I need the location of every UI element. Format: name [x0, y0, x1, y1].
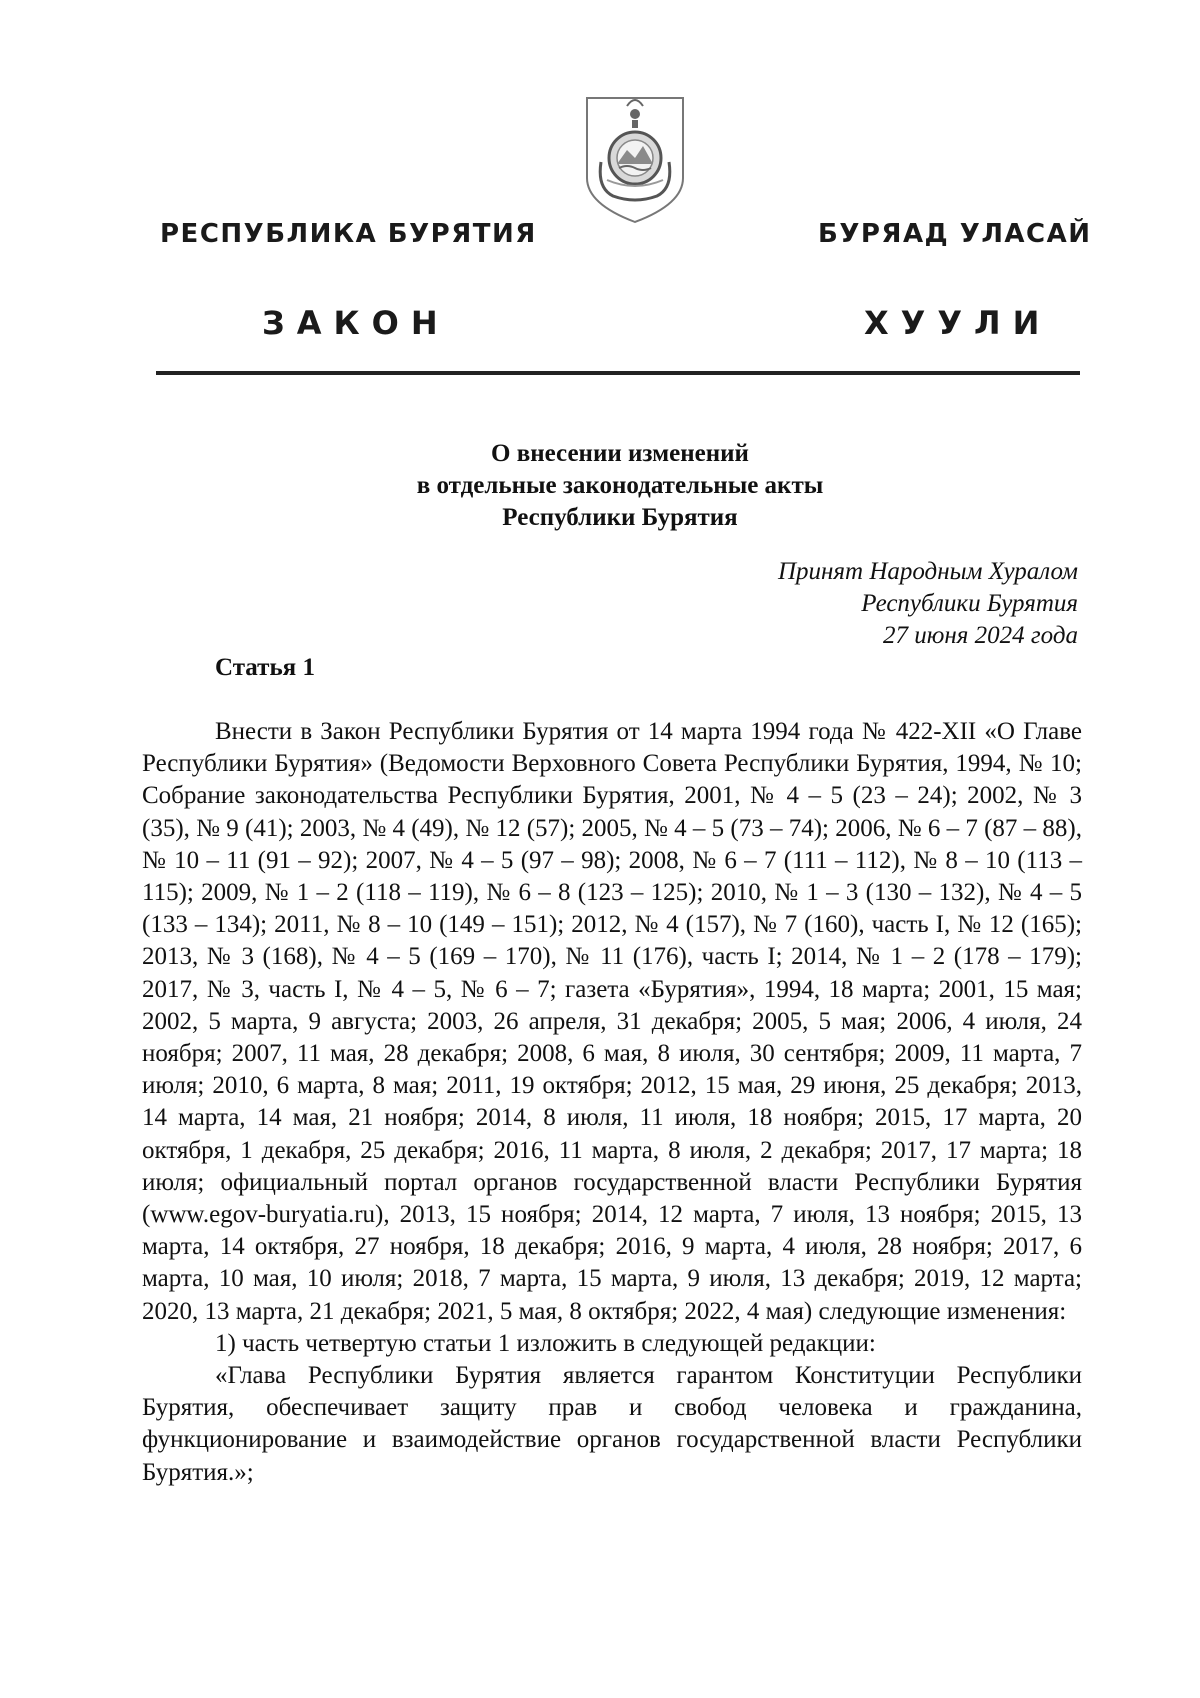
- republic-name-buryat: БУРЯАД УЛАСАЙ: [818, 219, 1092, 249]
- article-heading: Статья 1: [215, 654, 315, 681]
- adoption-date: 27 июня 2024 года: [883, 622, 1078, 649]
- document-title: [160, 438, 1080, 534]
- header-divider: [156, 371, 1080, 375]
- coat-of-arms-icon: [583, 92, 687, 228]
- adoption-line: Принят Народным Хуралом: [777, 558, 1078, 585]
- body-paragraph: 1) часть четвертую статьи 1 изложить в следующей редакции:: [215, 1329, 876, 1357]
- body-paragraph: Внести в Закон Республики Бурятия от 14 марта 1994 года № 422-XII «О Главе Республики Бурятия» (Ведомости Верховного Совета Республики Бурятия, 1994, № 10; Собрание законодательства Республики Бурятия, 2001, № 4 – 5 (23 – 24); 2002, № 3 (35), № 9 (41); 2003, № 4 (49), № 12 (57); 2005, № 4 – 5 (73 – 74); 2006, № 6 – 7 (87 – 88), № 10 – 11 (91 – 92); 2007, № 4 – 5 (97 – 98); 2008, № 6 – 7 (111 – 112), № 8 – 10 (113 – 115); 2009, № 1 – 2 (118 – 119), № 6 – 8 (123 – 125); 2010, № 1 – 3 (130 – 132), № 4 – 5 (133 – 134); 2011, № 8 – 10 (149 – 151); 2012, № 4 (157), № 7 (160), часть I, № 12 (165); 2013, № 3 (168), № 4 – 5 (169 – 170), № 11 (176), часть I; 2014, № 1 – 2 (178 – 179); 2017, № 3, часть I, № 4 – 5, № 6 – 7; газета «Бурятия», 1994, 18 марта; 2001, 15 мая; 2002, 5 марта, 9 августа; 2003, 26 апреля, 31 декабря; 2005, 5 мая; 2006, 4 июля, 24 ноября; 2007, 11 мая, 28 декабря; 2008, 6 мая, 8 июля, 30 сентября; 2009, 11 марта, 7 июля; 2010, 6 марта, 8 мая; 2011, 19 октября; 2012, 15 мая, 29 июня, 25 декабря; 2013, 14 марта, 14 мая, 21 ноября; 2014, 8 июля, 11 июля, 18 ноября; 2015, 17 марта, 20 октября, 1 декабря, 25 декабря; 2016, 11 марта, 8 июля, 2 декабря; 2017, 17 марта; 18 июля; официальный портал органов государственной власти Республики Бурятия (www.egov-buryatia.ru), 2013, 15 ноября; 2014, 12 марта, 7 июля, 13 ноября; 2015, 13 марта, 14 октября, 27 ноября, 18 декабря; 2016, 9 марта, 4 июля, 28 ноября; 2017, 6 марта, 10 мая, 10 июля; 2018, 7 марта, 15 марта, 9 июля, 13 декабря; 2019, 12 марта; 2020, 13 марта, 21 декабря; 2021, 5 мая, 8 октября; 2022, 4 мая) следующие изменения:: [142, 718, 1083, 1325]
- article-body: [142, 716, 1082, 1489]
- title-line: Республики Бурятия: [502, 504, 738, 531]
- adoption-line: Республики Бурятия: [861, 590, 1078, 617]
- law-label-buryat: ХУУЛИ: [864, 304, 1052, 342]
- title-line: О внесении изменений: [491, 440, 749, 467]
- title-line: в отдельные законодательные акты: [416, 472, 824, 499]
- law-label-russian: ЗАКОН: [262, 304, 450, 342]
- republic-name-russian: РЕСПУБЛИКА БУРЯТИЯ: [160, 219, 537, 249]
- coat-of-arms-emblem: [583, 92, 687, 228]
- body-paragraph: «Глава Республики Бурятия является гарантом Конституции Республики Бурятия, обеспечивает защиту прав и свобод человека и гражданина, функционирование и взаимодействие органов государственной власти Республики Бурятия.»;: [142, 1362, 1082, 1486]
- adoption-note: [778, 556, 1078, 652]
